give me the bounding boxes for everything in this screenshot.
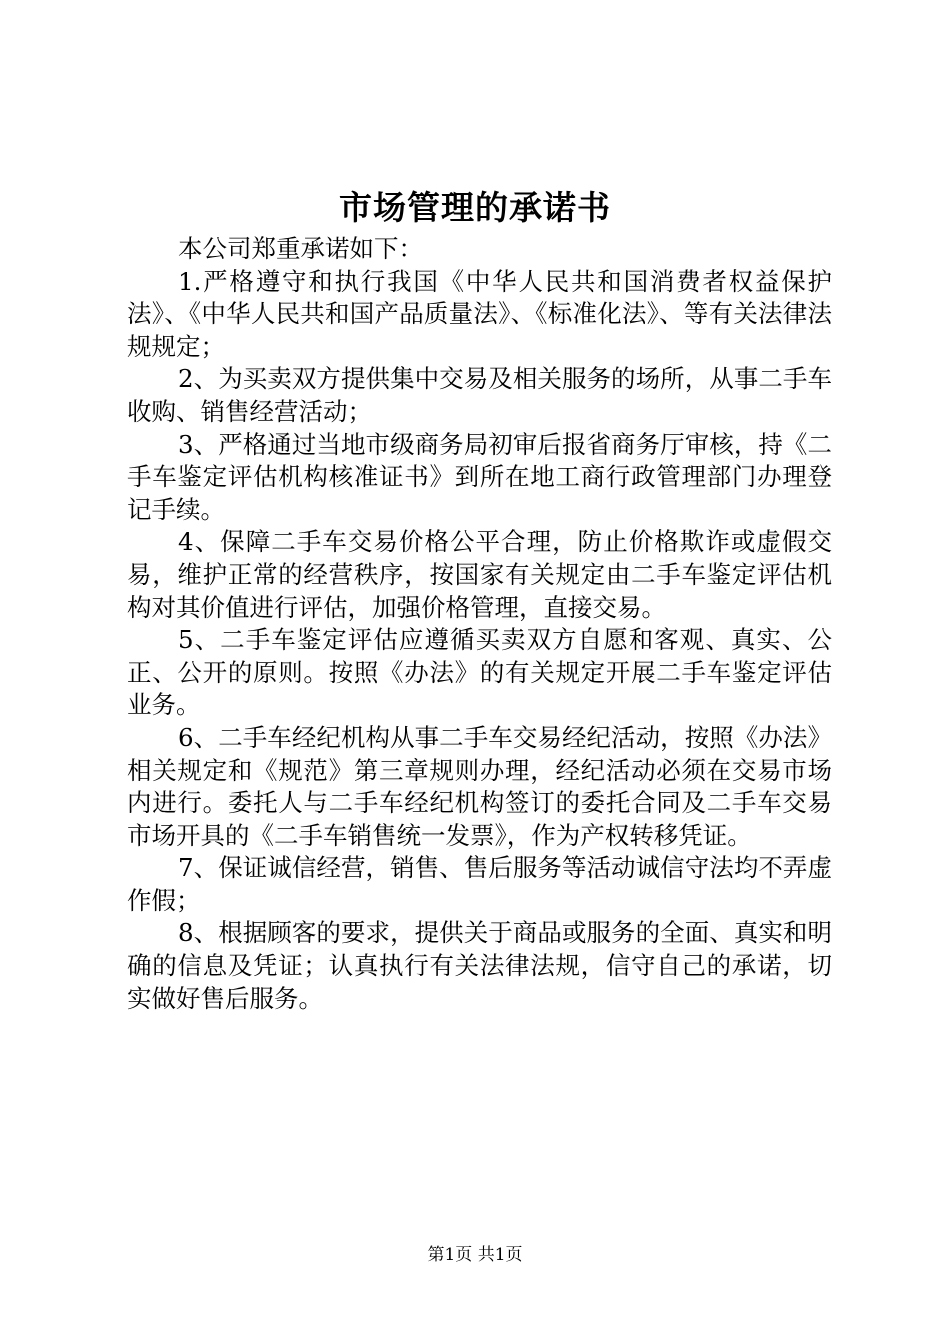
intro-paragraph: 本公司郑重承诺如下：	[178, 234, 423, 263]
commitment-item-3: 3、严格通过当地市级商务局初审后报省商务厅审核，持《二手车鉴定评估机构核准证书》到所在地工商行政管理部门办理登记手续。	[127, 429, 832, 524]
commitment-item-2: 2、为买卖双方提供集中交易及相关服务的场所，从事二手车收购、销售经营活动；	[127, 364, 832, 426]
commitment-item-4: 4、保障二手车交易价格公平合理，防止价格欺诈或虚假交易，维护正常的经营秩序，按国家有关规定由二手车鉴定评估机构对其价值进行评估，加强价格管理，直接交易。	[127, 527, 832, 622]
commitment-item-8: 8、根据顾客的要求，提供关于商品或服务的全面、真实和明确的信息及凭证；认真执行有关法律法规，信守自己的承诺，切实做好售后服务。	[127, 918, 832, 1013]
commitment-item-6: 6、二手车经纪机构从事二手车交易经纪活动，按照《办法》相关规定和《规范》第三章规则办理，经纪活动必须在交易市场内进行。委托人与二手车经纪机构签订的委托合同及二手车交易市场开具的《二手车销售统一发票》，作为产权转移凭证。	[127, 722, 832, 850]
document-title: 市场管理的承诺书	[339, 188, 611, 227]
commitment-item-1: 1.严格遵守和执行我国《中华人民共和国消费者权益保护法》、《中华人民共和国产品质量法》、《标准化法》、等有关法律法规规定；	[127, 266, 832, 361]
page-footer: 第1页 共1页	[427, 1245, 523, 1265]
commitment-item-5: 5、二手车鉴定评估应遵循买卖双方自愿和客观、真实、公正、公开的原则。按照《办法》的有关规定开展二手车鉴定评估业务。	[127, 625, 832, 720]
document-body	[127, 233, 832, 1015]
commitment-item-7: 7、保证诚信经营，销售、售后服务等活动诚信守法均不弄虚作假；	[127, 853, 832, 915]
